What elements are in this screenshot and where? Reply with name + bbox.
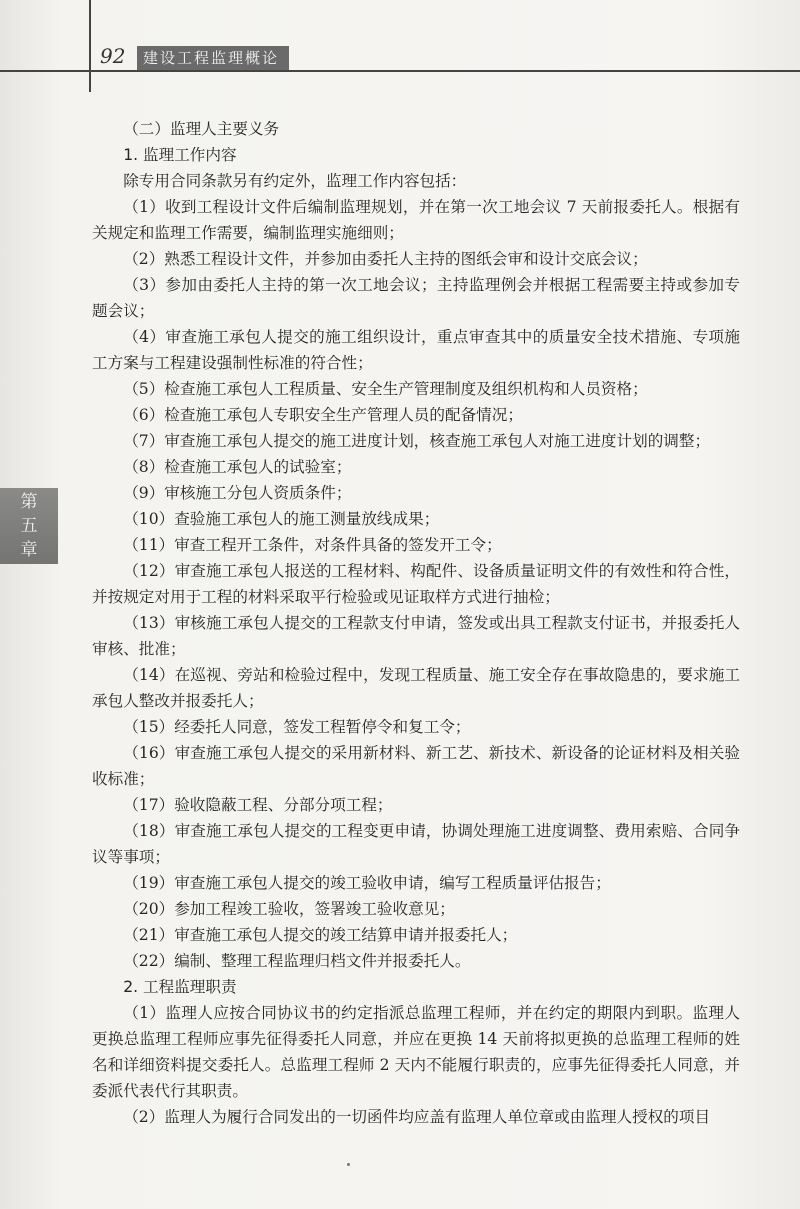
list-item: （2）监理人为履行合同发出的一切函件均应盖有监理人单位章或由监理人授权的项目 bbox=[123, 1108, 711, 1126]
list-item: （10）查验施工承包人的施工测量放线成果； bbox=[123, 510, 440, 528]
list-item: （21）审查施工承包人提交的竣工结算申请并报委托人； bbox=[123, 926, 518, 944]
list-item: （11）审查工程开工条件，对条件具备的签发开工令； bbox=[123, 536, 502, 554]
header-horizontal-rule bbox=[0, 70, 800, 72]
list-item: （9）审核施工分包人资质条件； bbox=[123, 484, 352, 502]
list-item: （4）审查施工承包人提交的施工组织设计，重点审查其中的质量安全技术措施、专项施工方案与工程建设强制性标准的符合性； bbox=[92, 328, 740, 372]
list-item: （6）检查施工承包人专职安全生产管理人员的配备情况； bbox=[123, 406, 523, 424]
list-item: （5）检查施工承包人工程质量、安全生产管理制度及组织机构和人员资格； bbox=[123, 380, 648, 398]
list-item: （14）在巡视、旁站和检验过程中，发现工程质量、施工安全存在事故隐患的，要求施工承包人整改并报委托人； bbox=[92, 666, 740, 710]
list-item: （16）审查施工承包人提交的采用新材料、新工艺、新技术、新设备的论证材料及相关验收标准； bbox=[92, 744, 740, 788]
paragraph: 除专用合同条款另有约定外，监理工作内容包括： bbox=[123, 172, 467, 190]
list-item: （8）检查施工承包人的试验室； bbox=[123, 458, 352, 476]
list-item: （15）经委托人同意，签发工程暂停令和复工令； bbox=[123, 718, 471, 736]
list-item: （1）收到工程设计文件后编制监理规划，并在第一次工地会议 7 天前报委托人。根据有关规定和监理工作需要，编制监理实施细则； bbox=[92, 198, 740, 242]
chapter-tab bbox=[0, 488, 58, 564]
list-item: （13）审核施工承包人提交的工程款支付申请，签发或出具工程款支付证书，并报委托人审核、批准； bbox=[92, 614, 740, 658]
subsection-heading: 1. 监理工作内容 bbox=[123, 146, 237, 164]
list-item: （7）审查施工承包人提交的施工进度计划，核查施工承包人对施工进度计划的调整； bbox=[123, 432, 711, 450]
list-item: （2）熟悉工程设计文件，并参加由委托人主持的图纸会审和设计交底会议； bbox=[123, 250, 648, 268]
body-text bbox=[92, 116, 740, 1130]
list-item: （17）验收隐蔽工程、分部分项工程； bbox=[123, 796, 393, 814]
page-number: 92 bbox=[100, 44, 126, 68]
list-item: （3）参加由委托人主持的第一次工地会议；主持监理例会并根据工程需要主持或参加专题会议； bbox=[92, 276, 740, 320]
header-vertical-rule bbox=[89, 0, 91, 92]
list-item: （19）审查施工承包人提交的竣工验收申请，编写工程质量评估报告； bbox=[123, 874, 611, 892]
subsection-heading: 2. 工程监理职责 bbox=[123, 978, 237, 996]
chapter-tab-label: 第五章 bbox=[20, 492, 38, 560]
list-item: （1）监理人应按合同协议书的约定指派总监理工程师，并在约定的期限内到职。监理人更换总监理工程师应事先征得委托人同意，并应在更换 14 天前将拟更换的总监理工程师的姓名和详细资料提交委托人。总监理工程师 2 天内不能履行职责的，应事先征得委托人同意，并委派代表代行其职责。 bbox=[92, 1004, 740, 1100]
scan-speck bbox=[347, 1163, 350, 1166]
list-item: （22）编制、整理工程监理归档文件并报委托人。 bbox=[123, 952, 471, 970]
list-item: （12）审查施工承包人报送的工程材料、构配件、设备质量证明文件的有效性和符合性，并按规定对用于工程的材料采取平行检验或见证取样方式进行抽检； bbox=[92, 562, 740, 606]
list-item: （18）审查施工承包人提交的工程变更申请，协调处理施工进度调整、费用索赔、合同争议等事项； bbox=[92, 822, 740, 866]
list-item: （20）参加工程竣工验收，签署竣工验收意见； bbox=[123, 900, 455, 918]
running-title: 建设工程监理概论 bbox=[137, 46, 289, 70]
section-heading: （二）监理人主要义务 bbox=[123, 120, 280, 138]
